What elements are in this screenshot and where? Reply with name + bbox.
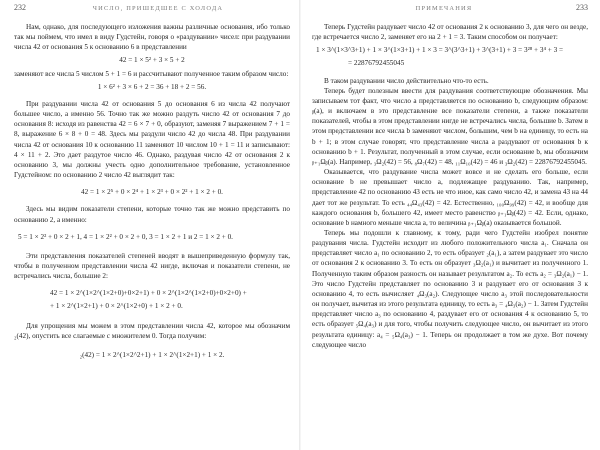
formula: ₂(42) = 1 × 2^(1×2^2+1) + 1 × 2^(1×2+1) + 1 × 2. <box>79 350 225 359</box>
paragraph: Теперь будет полезным ввести для раздувания соответствующие обозначения. Мы записываем тот факт, что число a представляется по основанию b, следующим образом: ᵦ(a), и включаем в это представление все показатели степени, а также показатели показателей, чтобы в этом представлении нигде не встречались числа, большие b. Затем в этом представлении все числа b заменяют числом, большим, чем b на единицу, то есть на b + 1; в этом случае говорят, что представление числа a раздувают от основания b к основанию b + 1. Результат, полученный в этом случае, если основание b, мы обозначим ᵦ₊₁Ωᵦ(a). Например, ₃Ω₂(42) = 56, ₈Ω₇(42) = 48, ₁₁Ω₁₀(42) = 46 и ₃Ω₂(42) = 22876792455045. <box>312 86 588 166</box>
paragraph: Нам, однако, для последующего изложения важны различные основания, ибо только так мы поймем, что имел в виду Гудстейн, говоря о «раздувании» чисел: при раздувании числа 42 от основания 5 к основанию 6 в представлении <box>14 23 290 52</box>
left-page-number: 232 <box>14 3 26 12</box>
formula: 42 = 1 × 2^(1×2^(1×2+0)+0×2+1) + 0 × 2^(1×2^(1×2+0)+0×2+0) + <box>50 289 247 298</box>
left-running-head <box>14 0 290 12</box>
paragraph: При раздувании числа 42 от основания 5 до основания 6 из числа 42 получают большее число, а именно 56. Точно так же можно раздуть число 42 от основания 7 до основания 8: исходя из равенства 42 = 6 × 7 + 0, образуют, заменяя 7 выражением 7 + 1 = 8, выражение 6 × 8 + 0 = 48. Здесь мы раздули число 42 до числа 48. При раздувании числа 42 от основания 10 к основанию 11 заменяют 10 числом 10 + 1 = 11 и записывают: 4 × 11 + 2. Это дает раздутое число 46. Однако, раздувая число 42 от основания 2 к основанию 3, мы должны учесть одно дополнительное требование, установленное Гудстейном: по основанию 2 число 42 выглядит так: <box>14 99 290 180</box>
formula: 5 = 1 × 2² + 0 × 2 + 1, 4 = 1 × 2² + 0 × 2 + 0, 3 = 1 × 2 + 1 и 2 = 1 × 2 + 0. <box>18 232 233 241</box>
formula: 42 = 1 × 5² + 3 × 5 + 2 <box>119 56 185 65</box>
paragraph: заменяют все числа 5 числом 5 + 1 = 6 и рассчитывают полученное таким образом число: <box>14 69 289 78</box>
paragraph: Теперь Гудстейн раздувает число 42 от основания 2 к основанию 3, для чего он везде, где встречается число 2, заменяет его на 2 + 1 = 3. Таким способом он получает: <box>312 23 588 42</box>
left-page-body <box>14 22 290 360</box>
right-running-head <box>312 0 588 12</box>
formula: + 1 × 2^(1×2+1) + 0 × 2^(1×2+0) + 1 × 2 + 0. <box>50 302 183 311</box>
formula: 42 = 1 × 2⁵ + 0 × 2⁴ + 1 × 2³ + 0 × 2² + 1 × 2 + 0. <box>81 188 223 197</box>
right-page <box>300 0 600 450</box>
right-page-number: 233 <box>575 3 588 12</box>
right-running-title: ПРИМЕЧАНИЯ <box>415 5 473 12</box>
paragraph: Теперь мы подошли к главному, к тому, ради чего Гудстейн изобрел понятие раздувания числа. Гудстейн исходит из любого положительного числа a₁. Сначала он представляет число a₁ по основанию 2, то есть образует ₂(a₁), а затем раздувает это число от основания 2 к основанию 3. То есть он образует ₃Ω₂(a₁) и вычитает из полученного 1. Полученную таким образом разность он называет результатом a₂. То есть a₂ = ₃Ω₂(a₁) − 1. Это число Гудстейн представляет по основанию 3 и раздувает его от основания 3 к основанию 4, то есть вычисляет ₄Ω₃(a₂). Следующее число a₃ этой последовательности он получает, вычитая из этого результата единицу, то есть a₃ = ₄Ω₃(a₂) − 1. Затем Гудстейн представляет число a₃ по основанию 4, раздувает его от основания 4 к основанию 5, то есть образует ₅Ω₄(a₃) и для того, чтобы получить следующее число, он вычитает из этого результата единицу: a₄ = ₅Ω₄(a₃) − 1. Теперь он продолжает в том же духе. Вот почему следующее число <box>312 228 588 349</box>
formula: 1 × 3^(1×3^3+1) + 1 × 3^(1×3+1) + 1 × 3 = 3^(3^3+1) + 3^(3+1) + 3 = 3²⁸ + 3⁴ + 3 = <box>316 46 564 55</box>
paragraph: Для упрощения мы можем в этом представлении числа 42, которое мы обозначим ₂(42), опустить все слагаемые с множителем 0. Тогда получим: <box>14 321 290 340</box>
paragraph: Здесь мы видим показатели степени, которые точно так же можно представить по основанию 2, а именно: <box>14 205 290 224</box>
formula: = 22876792455045 <box>348 59 405 68</box>
paragraph: В таком раздувании число действительно что-то есть. <box>324 76 489 85</box>
paragraph: Эти представления показателей степеней вводят в вышеприведенную формулу так, чтобы в полученном представлении числа 42 нигде, включая и показатели степени, не встречались числа, большие 2: <box>14 251 290 281</box>
formula: 1 × 6² + 3 × 6 + 2 = 36 + 18 + 2 = 56. <box>97 82 207 91</box>
right-page-body <box>312 22 588 350</box>
left-running-title: ЧИСЛО, ПРИШЕДШЕЕ С ХОЛОДА <box>92 5 224 12</box>
paragraph: Оказывается, что раздувание числа может вовсе и не сделать его больше, если основание b не превышает число a, подлежащее раздуванию. Так, например, представление 42 по основанию 43 есть не что иное, как само число 42, и замена 43 на 44 дает тот же результат. То есть ₄₄Ω₄₃(42) = 42. Естественно, ₁₀₀Ω₉₉(42) = 42, и вообще для каждого основания b, большего 42, имеет место равенство ᵦ₊₁Ωᵦ(42) = 42. Если, однако, основание b намного меньше числа a, то величина ᵦ₊₁Ωᵦ(a) оказывается большой. <box>312 168 588 227</box>
